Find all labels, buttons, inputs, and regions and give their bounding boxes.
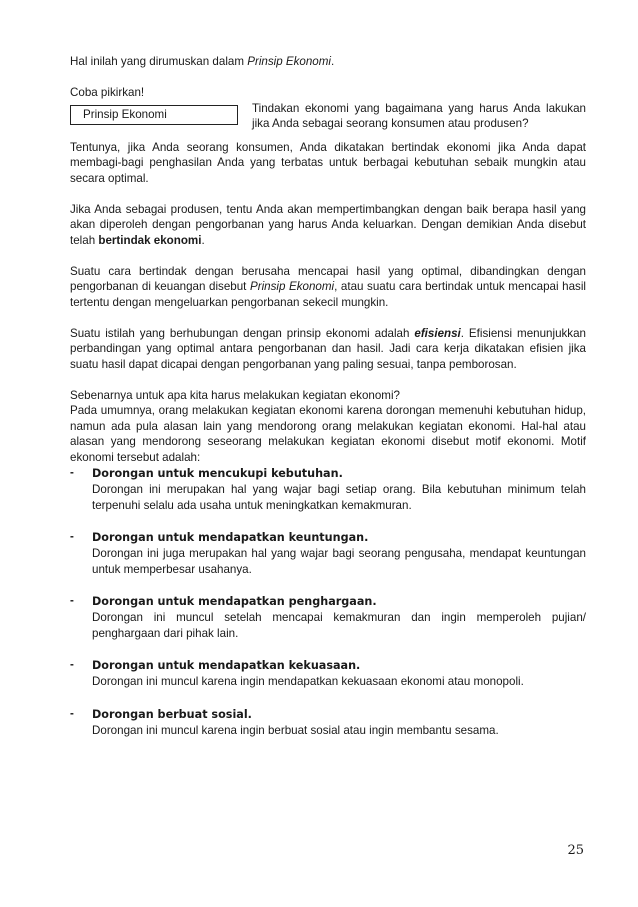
principle-box <box>70 105 238 125</box>
intro-paragraph: Hal inilah yang dirumuskan dalam Prinsip Ekonomi. <box>70 55 335 68</box>
list-item-title: Dorongan untuk mencukupi kebutuhan. <box>92 467 343 480</box>
list-dash: - <box>70 594 74 607</box>
list-item-title: Dorongan untuk mendapatkan penghargaan. <box>92 595 377 608</box>
list-item-body: Dorongan ini muncul karena ingin berbuat sosial atau ingin membantu sesama. <box>92 723 499 737</box>
list-dash: - <box>70 706 74 720</box>
paragraph-efficiency: Suatu istilah yang berhubungan dengan prinsip ekonomi adalah efisiensi. Efisiensi menunjukkan perbandingan yang optimal antara pengorbanan dan hasil. Jadi cara kerja dikatakan efisien jika suatu hasil dapat dicapai dengan pengorbanan yang paling sesuai, tanpa pemborosan. <box>70 326 587 371</box>
list-item-body: Dorongan ini muncul karena ingin mendapatkan kekuasaan ekonomi atau monopoli. <box>92 675 524 688</box>
list-item <box>70 465 586 513</box>
list-dash: - <box>70 466 74 479</box>
list-item <box>70 529 586 577</box>
principle-emphasis: Prinsip Ekonomi <box>249 280 335 293</box>
principle-question: Tindakan ekonomi yang bagaimana yang harus Anda lakukan jika Anda sebagai seorang konsumen atau produsen? <box>252 101 586 130</box>
list-item-title: Dorongan untuk mendapatkan keuntungan. <box>92 531 369 544</box>
list-item-body: Dorongan ini muncul setelah mencapai kemakmuran dan ingin memperoleh pujian/ penghargaan dari pihak lain. <box>92 611 586 640</box>
list-item-body: Dorongan ini juga merupakan hal yang wajar bagi seorang pengusaha, mendapat keuntungan untuk memperbesar usahanya. <box>92 547 586 576</box>
efficiency-term: efisiensi <box>414 326 461 340</box>
list-item-body: Dorongan ini merupakan hal yang wajar bagi setiap orang. Bila kebutuhan minimum telah terpenuhi selalu ada usaha untuk meningkatkan kemakmuran. <box>92 483 586 512</box>
paragraph-motive: Pada umumnya, orang melakukan kegiatan ekonomi karena dorongan memenuhi kebutuhan hidup, namun ada pula alasan lain yang mendorong orang melakukan kegiatan ekonomi. Hal-hal atau alasan yang mendorong seseorang melakukan kegiatan ekonomi disebut motif ekonomi. Motif ekonomi tersebut adalah: <box>70 404 586 464</box>
paragraph-consumer: Tentunya, jika Anda seorang konsumen, Anda dikatakan bertindak ekonomi jika Anda dapat membagi-bagi penghasilan Anda yang terbatas untuk berbagai kebutuhan sebaik mungkin atau secara optimal. <box>70 140 586 185</box>
list-item-title: Dorongan untuk mendapatkan kekuasaan. <box>92 659 361 672</box>
prompt-text: Coba pikirkan! <box>70 86 145 99</box>
page-number: 25 <box>567 843 584 858</box>
list-dash: - <box>70 658 74 671</box>
intro-emphasis: Prinsip Ekonomi <box>247 55 331 68</box>
bold-term: bertindak ekonomi <box>98 233 202 247</box>
list-dash: - <box>70 530 74 543</box>
paragraph-motive-question: Sebenarnya untuk apa kita harus melakukan kegiatan ekonomi? <box>70 388 400 402</box>
list-item <box>70 706 586 739</box>
motive-list <box>70 465 586 738</box>
paragraph-principle: Suatu cara bertindak dengan berusaha mencapai hasil yang optimal, dibandingkan dengan pengorbanan di keuangan disebut Prinsip Ekonomi, atau suatu cara bertindak untuk mencapai hasil tertentu dengan mengeluarkan pengorbanan sekecil mungkin. <box>70 264 586 309</box>
list-item <box>70 593 586 641</box>
page-content <box>70 54 586 754</box>
paragraph-producer: Jika Anda sebagai produsen, tentu Anda akan mempertimbangkan dengan baik berapa hasil yang akan diperoleh dengan pengorbanan yang harus Anda keluarkan. Dengan demikian Anda disebut telah bertindak ekonomi. <box>70 202 586 247</box>
principle-box-row <box>70 101 586 132</box>
list-item-title: Dorongan berbuat sosial. <box>92 707 252 721</box>
principle-box-label: Prinsip Ekonomi <box>83 107 167 121</box>
list-item <box>70 657 586 690</box>
